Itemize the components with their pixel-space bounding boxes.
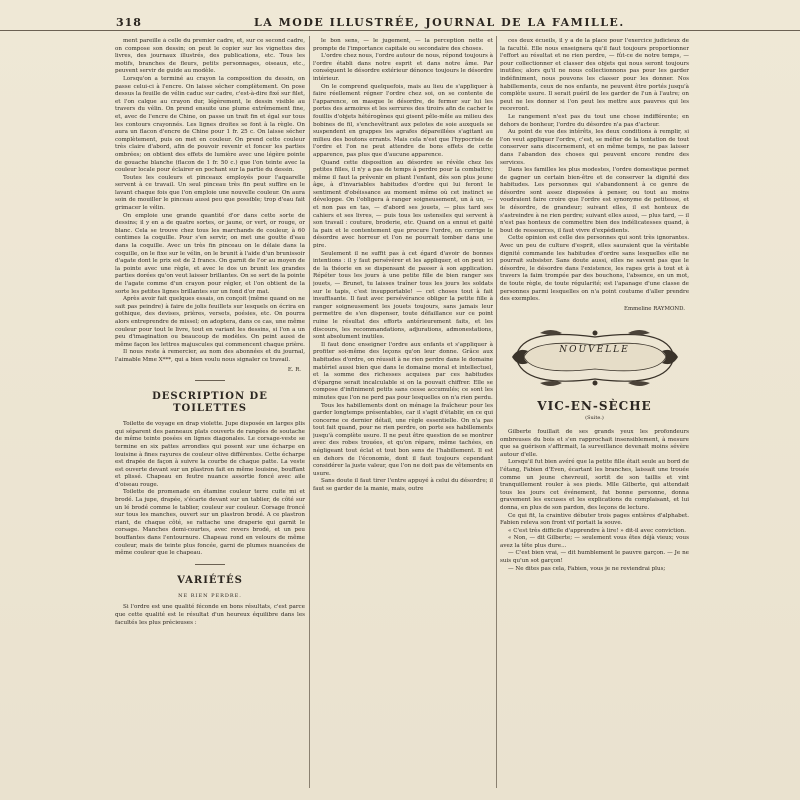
paragraph: « C'est très difficile d'apprendre à lire! » dit-il avec conviction. bbox=[508, 527, 687, 534]
paragraph: Toutes les couleurs et pinceaux employés pour l'aquarelle servent à ce travail. Un seul pinceau très fin peut suffire en le lavant chaque fois que l'on emploie une nouvelle couleur. On aura soin de mouiller le pinceau aussi peu que possible; trop d'eau fait grimacer le vélin. bbox=[115, 174, 305, 212]
paragraph: Il nous reste à remercier, au nom des abonnées et du journal, l'aimable Mme X***, qui a bien voulu nous signaler ce travail. bbox=[115, 349, 305, 363]
paragraph: ment pareille à celle du premier cadre, et, sur ce second cadre, on compose son dessin; on peut le copier sur les vignettes des livres, des journaux illustrés, des publications, etc. Tous les motifs, branches de fleurs, petits personnages, oiseaux, etc., peuvent servir de guide au modèle. bbox=[115, 38, 305, 75]
paragraph: Dans les familles les plus modestes, l'ordre domestique permet de gagner un certain bien-être et de conserver la dignité des habitudes. Les personnes qui s'abandonnent à ce genre de désordre sont assez disposées à penser, ou tout au moins voudraient faire croire que l'ordre est synonyme de petitesse, et le désordre, de grandeur; suivant elles, il est honteux de s'astreindre à ne rien perdre; suivant elles aussi, — plus tard, — il n'est pas honteux de commettre bien des indélicatesses quand, à bout de ressources, il faut vivre d'expédients. bbox=[500, 167, 689, 234]
paragraph: Lorsqu'on a terminé au crayon la composition du dessin, on passe celui-ci à l'encre. On laisse sécher complètement. On pose dessus la feuille de vélin caduc sur cadre, c'est-à-dire fixé sur filet, et l'on calque au crayon dur, légèrement, le dessin visible au travers du vélin. On prend ensuite une plume extrêmement fine, et, avec de l'encre de Chine, on passe un trait fin et égal sur tous les contours crayonnés. Les lignes droites se font à la règle. On aura un flacon d'encre de Chine pour 1 fr. 25 c. On laisse sécher complètement, puis on met en couleur. On prend cette couleur très claire d'abord, afin de pouvoir revenir et foncer les parties ombrées; on obtient des effets de lumière avec une légère pointe de gouache blanche (flacon de 1 fr. 50 c.) que l'on teinte avec la couleur locale pour éclairer en pochant sur la partie du dessin. bbox=[115, 75, 305, 174]
divider-rule bbox=[195, 380, 225, 381]
paragraph: Si l'ordre est une qualité féconde en bons résultats, c'est parce que cette qualité est le résultat d'un heureux équilibre dans les facultés les plus précieuses : bbox=[115, 604, 305, 626]
ornamental-frame-icon bbox=[510, 327, 680, 389]
paragraph: Sans doute il faut tirer l'entre appuyé à celui du désordre; il faut se garder de la manie, mais, outre bbox=[313, 478, 493, 493]
paragraph: On emploie une grande quantité d'or dans cette sorte de dessins; il y en a de quatre sortes, or jaune, or vert, or rouge, or blanc. Cela se trouve chez tous les marchands de couleur, à 60 centimes la coquille. Pour s'en servir, on met une goutte d'eau dans la coquille. Avec un très fin pinceau on le délaie dans la coquille, on le fixe sur le vélin, on le brunit à l'aide d'un brunissoir d'agate dont le prix est de 2 francs. On garnit de l'or au moyen de la pointe avec une règle, et avec le dos un brunit les grandes parties dorées qu'on veut laisser brillantes. On se sert de la pointe de l'agate comme d'un crayon pour régler, et l'on obtient de la sorte les petites lignes brillantes sur un fond d'or mat. bbox=[115, 212, 305, 295]
paragraph: Tous les habillements dont on ménage la fraîcheur pour les garder longtemps présentables, car il s'agit d'établir, en ce qui concerne ce dernier détail, une règle essentielle. On n'a pas tout fait quand, pour ne rien perdre, on porte ses habillements jusqu'à complète usure. Il ne peut être question de se montrer avec des robes trouées, et qu'on répare, même tachées, en négligeant tout éclat et tout bon sens de l'habillement. Il est en dehors de l'économie, dont il faut toujours cependant considérer la juste valeur, que l'on ne doit pas de vêtements en usure. bbox=[313, 402, 493, 477]
paragraph: On le comprend quelquefois, mais au lieu de s'appliquer à faire réellement régner l'ordre chez soi, on se contente de l'apparence, on masque le désordre, de fermer sur lui les portes des armoires et les serrures des tiroirs afin de cacher le fouillis d'objets hétérogènes qui gisent pêle-mêle au milieu des bobines de fil, s'enchevêtrant aux pelotes de soie auxquels se suspendent en grappes les agrafes dépareillées s'agitant au milieu des boutons errants. Mais cela n'est que l'hypocrisie de l'ordre et l'on ne peut attendre de bons effets de cette apparence, pas plus que d'aucune apparence. bbox=[313, 83, 493, 158]
paragraph: Gilberte fouillait de ses grands yeux les profondeurs ombreuses du bois et s'en rapprochait insensiblement, à mesure que sa guérison s'affirmait, la surveillance devenait moins sévère autour d'elle. bbox=[500, 428, 689, 458]
paragraph: Seulement il ne suffit pas à cet égard d'avoir de bonnes intentions : il y faut persévérer et les appliquer, et on peut ici de la théorie en se dispensant de passer à son application. Répéter tous les jours à une petite fille de bien ranger ses jouets, — Brunet, tu laisses traîner tous les jours les soldats sur le tapis, c'est insupportable! — cet choses tout à fait insuffisante. Il faut avec persévérance obliger la petite fille à ranger soigneusement les jouets toujours, sans jamais leur permettre de s'en dispenser, toute défaillance sur ce point ruine le résultat des efforts antérieurement faits, et les discours, les recommandations, adjurations, admonestations, sont absolument inutiles. bbox=[313, 250, 493, 341]
story-title: VIC-EN-SÈCHE bbox=[537, 399, 652, 414]
divider-rule bbox=[195, 564, 225, 565]
paragraph: ces deux écueils, il y a de la place pour l'exercice judicieux de la faculté. Elle nous enseignera qu'il faut toujours proportionner l'effort au résultat et ne rien perdre, — fût-ce de notre temps, — pour collectionner et classer des objets qui nous seront toujours inutiles; alors qu'il ne nous collectionnons pas pour les garder indéfiniment, nous pouvons les classer pour les donner. Nos habillements, ceux de nos enfants, ne peuvent être portés jusqu'à complète usure. Il serait puéril de les garder de l'un à l'autre; on peut ne les donner si l'on peut les mettre aux pauvres qui les recevront. bbox=[500, 38, 689, 113]
paragraph: L'ordre chez nous, l'ordre autour de nous, répond toujours à l'ordre établi dans notre esprit et dans notre âme. Par conséquent le désordre extérieur dénonce toujours le désordre intérieur. bbox=[313, 53, 493, 82]
column-3 bbox=[500, 38, 689, 788]
paragraph: le bon sens, — le jugement, — la perception nette et prompte de l'importance capitale ou secondaire des choses. bbox=[313, 38, 493, 52]
paragraph: — C'est bien vrai, — dit humblement le pauvre garçon. — Je ne suis qu'un sot garçon! bbox=[500, 550, 689, 565]
paragraph: Lorsqu'il fut bien avéré que la petite fille était seule au bord de l'étang, Fabien d'Even, écartant les branches, laissait une trouée comme un jeune chevreuil, sortit de son taillis et vint tranquillement rouler à ses pieds. Mlle Gilberte, qui attendait tous les jours cet événement, fut bonne personne, donna gravement les excuses et les explications du complaisant, et lui donna, en plus de son pardon, des leçons de lecture. bbox=[500, 459, 689, 511]
section-title: DESCRIPTION DE TOILETTES bbox=[152, 391, 268, 415]
paragraph: Après avoir fait quelques essais, on conçoit (même quand on ne sait pas peindre) à faire de jolis feuillets sur lesquels on écrira en gothique, des devises, prières, versets, poésies, etc. On pourra alors entreprendre de missel; on adoptera, dans ce cas, une même couleur pour tout le livre, tout en variant les dessins, si l'on a un peu d'imagination ou beaucoup de modèles. On peint aussi de même façon les lettres majuscules qui commencent chaque prière. bbox=[115, 296, 305, 348]
section-title: VARIÉTÉS bbox=[177, 574, 243, 586]
paragraph: Il faut donc enseigner l'ordre aux enfants et s'appliquer à profiter soi-même des leçons qu'on leur donne. Grâce aux habitudes d'ordre, on réussit à ne rien perdre dans le domaine matériel aussi bien que dans le domaine moral et intellectuel, et la somme des richesses acquises par ces habitudes d'épargne serait incalculable si on la pouvait chiffrer. Elle se compose d'infiniment petits sans cesse accumulés; ce sont les minutes que l'on ne perd pas pour lesquelles on n'a rien perdu. bbox=[313, 341, 493, 401]
paragraph: « Non, — dit Gilberte; — seulement vous êtes déjà vieux; vous avez la tête plus dure... bbox=[500, 535, 689, 549]
story-subtitle: (Suite.) bbox=[585, 415, 604, 422]
paragraph: Toilette de voyage en drap violette. Jupe disposée en larges plis qui séparent des panneaux plats couverts de rangées de soutache de même teinte posées en lignes diagonales. Le corsage-veste se termine en six pattes arrondies qui posent sur une écharpe en louisine à fines rayures de couleur olive différentes. Cette écharpe est drapée de façon à suivre la courbe de chaque patte. La veste est ouverte devant sur un plastron fait en même louisine, bouffant et plissé. Chapeau en feutre nuance assortie foncé avec aile d'oiseau rouge. bbox=[115, 421, 305, 488]
paragraph: — Ne dites pas cela, Fabien, vous je ne reviendrai plus; bbox=[508, 565, 666, 572]
running-title: LA MODE ILLUSTRÉE, JOURNAL DE LA FAMILLE. bbox=[254, 16, 625, 29]
column-divider bbox=[496, 36, 497, 788]
column-2 bbox=[313, 38, 493, 788]
signature: E. R. bbox=[287, 366, 301, 373]
paragraph: Le rangement n'est pas du tout une chose indifférente; en dehors de bonheur, l'ordre du désordre n'a pas d'acteur. bbox=[500, 113, 689, 128]
column-divider bbox=[309, 36, 310, 788]
banner-title: NOUVELLE bbox=[559, 345, 630, 356]
page-header bbox=[0, 12, 800, 31]
section-subtitle: NE RIEN PERDRE. bbox=[178, 592, 242, 599]
nouvelle-banner bbox=[510, 327, 680, 389]
paragraph: Ce qui fit, la craintive débuter trois pages entières d'alphabet. Fabien releva son front vif portait la souve. bbox=[500, 512, 689, 527]
paragraph: Cette opinion est celle des personnes qui sont très ignorantes. Avec un peu de culture d'esprit, elles sauraient que la véritable dignité commande les habitudes d'ordre sans lesquelles elle ne pourrait subsister. Sans doute aussi, elles ne savent pas que le désordre, le désordre dans l'existence, les rapes gris à tout et à travers la faim trompée par des bouchons, l'absence, en un mot, de toute règle, de toute régularité; est l'apanage d'une classe de personnes parmi lesquelles on n'a point coutume d'aller prendre des exemples. bbox=[500, 235, 689, 303]
signature: Emmeline RAYMOND. bbox=[624, 305, 685, 312]
paragraph: Au point de vue des intérêts, les deux conditions à remplir, si l'on veut appliquer l'ordre, c'est, se méfier de la tentation de tout conserver sans discernement, et en même temps, ne pas laisser dans l'abandon des choses qui peuvent encore rendre des services. bbox=[500, 129, 689, 166]
paragraph: Toilette de promenade en étamine couleur terre cuite mi et brodé. La jupe, drapée, s'écarte devant sur un tablier, de côté sur un lé brodé comme le tablier, couleur sur couleur. Corsage froncé sur tous les manches, ouvert sur un plastron brodé. A ce plastron riant, de chaque côté, se rattache une draperie qui garnit le corsage. Manches demi-courtes, avec revers brodé, et un peu bouffantes dans l'entournure. Chapeau rond en velours de même couleur, mais de teinte plus foncée, garni de plumes nuancées de même couleur que le chapeau. bbox=[115, 489, 305, 557]
page-number: 318 bbox=[116, 16, 142, 29]
paragraph: Quand cette disposition au désordre se révèle chez les petites filles, il n'y a pas de temps à perdre pour la combattre; même il faut la prévenir en pliant l'enfant, dès son plus jeune âge, à d'invariables habitudes d'ordre qui lui feront le sentiment d'obéissance au moment même où cet instinct se développe. On l'obligera à ranger soigneusement, un à un, — et non pas en tas, — d'abord ses jouets, — plus tard ses cahiers et ses livres, — puis tous les ustensiles qui servent à son travail : couture, broderie, etc. Quand on a ennui et gaité la paix et le contentement que procure l'ordre, on corrige le désordre avec horreur et l'on ne pourrait tomber dans une pire. bbox=[313, 159, 493, 250]
column-1 bbox=[115, 38, 305, 788]
